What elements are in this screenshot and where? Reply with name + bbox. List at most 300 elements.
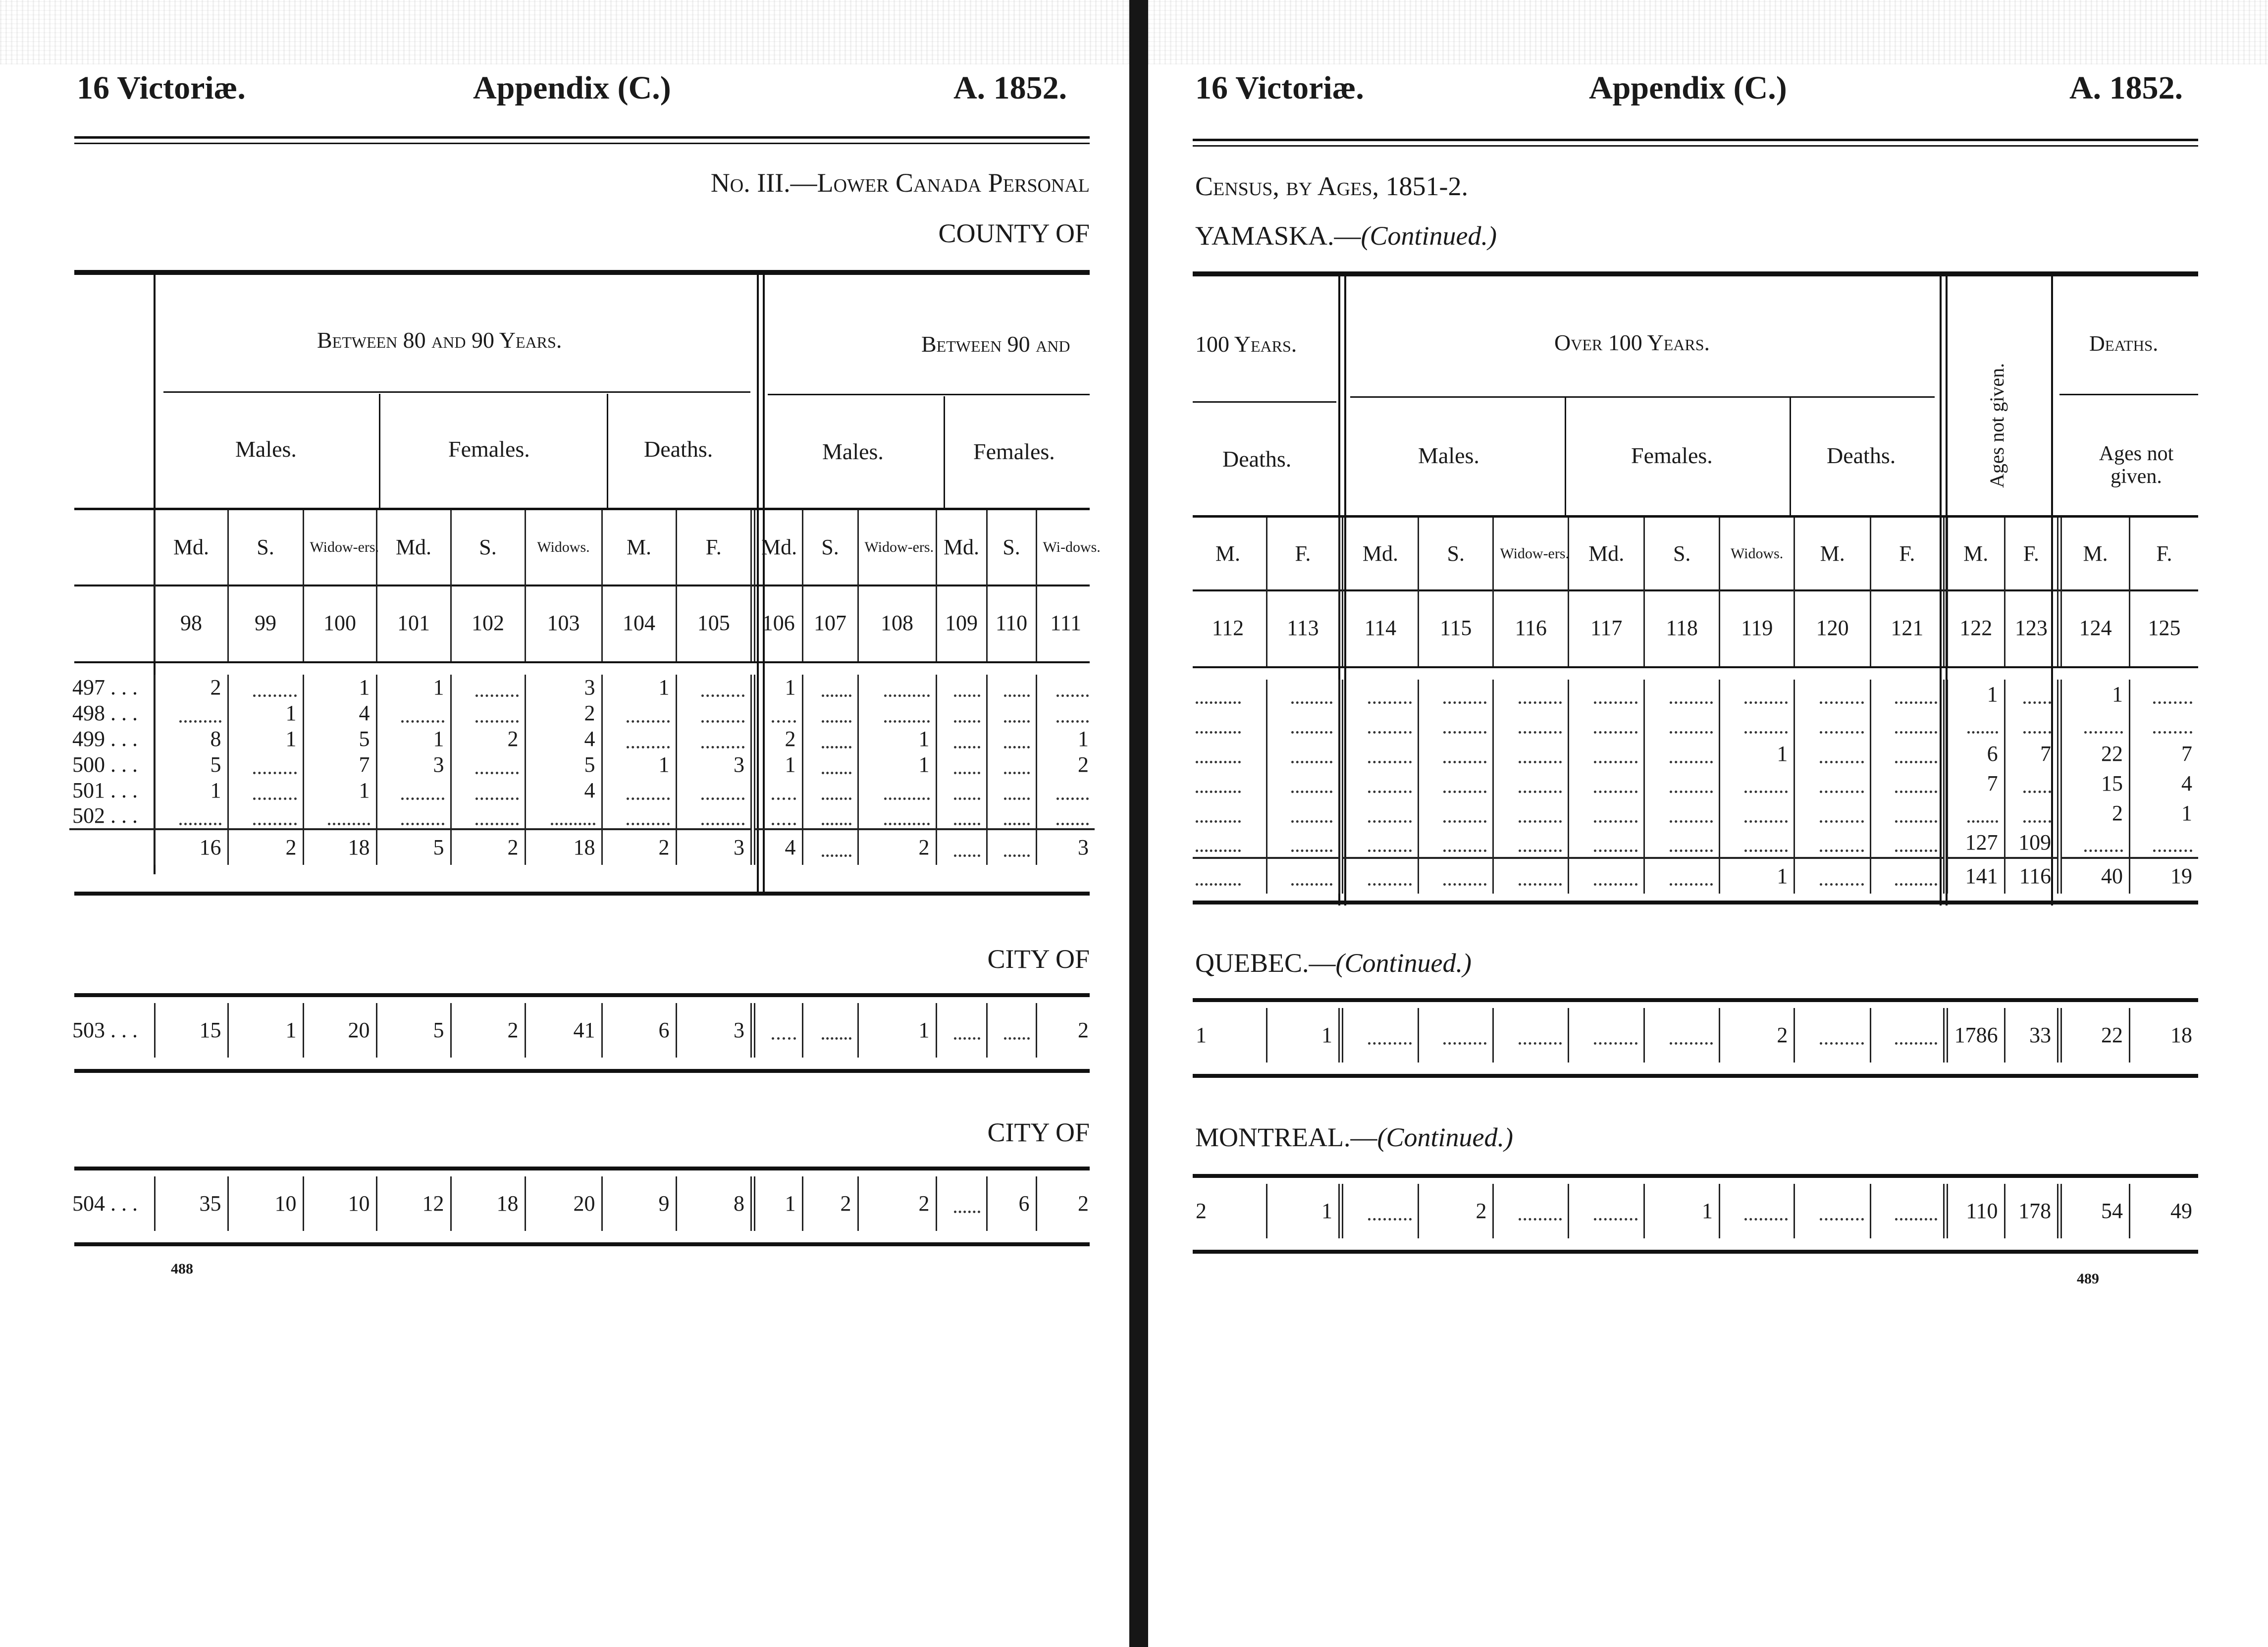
col-number: 110 — [987, 584, 1036, 661]
leader-dots — [858, 700, 936, 726]
leader-dots — [1004, 810, 1029, 825]
leader-dots — [1820, 1030, 1864, 1045]
leader-dots — [1493, 1008, 1568, 1063]
sub-header-ages-not-given: Ages not given. — [2099, 442, 2174, 488]
sub-header-males: Males. — [235, 436, 297, 462]
city-data-table — [69, 1003, 1095, 1058]
leader-dots — [1967, 719, 1998, 734]
leader-dots — [1820, 837, 1864, 852]
leader-dots — [884, 708, 930, 723]
table-cell: 1 — [602, 675, 676, 700]
leader-dots — [772, 810, 796, 825]
city-name: MONTREAL.— — [1195, 1122, 1377, 1152]
leader-dots — [1519, 1030, 1562, 1045]
col-header: F. — [2004, 518, 2059, 589]
table-cell: 2 — [155, 675, 228, 700]
table-cell: 2 — [451, 726, 525, 752]
leader-dots — [1870, 1008, 1945, 1063]
leader-dots — [1291, 689, 1332, 704]
col-number: 122 — [1946, 589, 2004, 666]
table-cell: 1 — [858, 1003, 936, 1058]
col-number: 106 — [753, 584, 802, 661]
leader-dots — [1794, 709, 1871, 739]
leader-dots — [1895, 837, 1937, 852]
leader-dots — [1368, 871, 1412, 886]
leader-dots — [1418, 1008, 1493, 1063]
leader-dots — [475, 759, 518, 774]
table-cell: 9 — [602, 1176, 676, 1231]
leader-dots — [936, 1176, 987, 1231]
leader-dots — [1568, 739, 1644, 769]
stub-cell — [69, 584, 155, 661]
table-cell: 2 — [451, 829, 525, 865]
col-number: 99 — [228, 584, 303, 661]
table-cell: 1 — [753, 752, 802, 778]
table-cell: 1 — [1266, 1008, 1340, 1063]
leader-dots — [936, 752, 987, 778]
leader-dots — [772, 785, 796, 800]
subgroup-rule — [2059, 394, 2198, 395]
table-cell: 8 — [676, 1176, 753, 1231]
sub-header-females: Females. — [973, 439, 1055, 464]
leader-dots — [1341, 709, 1419, 739]
leader-dots — [1870, 739, 1945, 769]
leader-dots — [1744, 1206, 1788, 1221]
county-bottom-rule — [1193, 901, 2198, 904]
col-number: 105 — [676, 584, 753, 661]
leader-dots — [155, 803, 228, 829]
leader-dots — [753, 1003, 802, 1058]
table-cell: 1 — [1946, 680, 2004, 709]
leader-dots — [1493, 769, 1568, 798]
col-header: F. — [1870, 518, 1945, 589]
table-cell: 22 — [2059, 739, 2129, 769]
left-header-year: A. 1852. — [953, 70, 1067, 106]
table-row — [69, 803, 1095, 829]
leader-dots — [1004, 785, 1029, 800]
col-header: M. — [602, 510, 676, 584]
group-header-deaths: Deaths. — [2089, 331, 2159, 356]
leader-dots — [1594, 748, 1638, 763]
leader-dots — [228, 675, 303, 700]
table-cell: 20 — [525, 1176, 602, 1231]
leader-dots — [987, 778, 1036, 803]
header-rule — [1193, 139, 2198, 141]
city-bottom-rule — [74, 1069, 1090, 1073]
leader-dots — [1418, 680, 1493, 709]
leader-dots — [954, 842, 980, 857]
leader-dots — [1056, 785, 1089, 800]
table-cell: 110 — [1946, 1184, 2004, 1238]
col-header: M. — [1215, 541, 1241, 566]
leader-dots — [987, 675, 1036, 700]
leader-dots — [1193, 828, 1266, 858]
subgroup-rule — [1193, 401, 1336, 403]
col-number: 124 — [2059, 589, 2129, 666]
leader-dots — [1036, 778, 1095, 803]
city-top-rule — [74, 1167, 1090, 1170]
leader-dots — [1895, 778, 1937, 793]
col-number: 116 — [1493, 589, 1568, 666]
col-header: S. — [1644, 518, 1719, 589]
table-cell: 116 — [2004, 858, 2059, 894]
table-cell: 18 — [2130, 1008, 2198, 1063]
table-cell: 35 — [155, 1176, 228, 1231]
leader-dots — [987, 803, 1036, 829]
leader-dots — [627, 810, 669, 825]
table-row — [69, 1003, 1095, 1058]
leader-dots — [1443, 871, 1486, 886]
leader-dots — [1820, 689, 1864, 704]
leader-dots — [1368, 748, 1412, 763]
leader-dots — [2084, 837, 2123, 852]
leader-dots — [954, 708, 980, 723]
paper-speckle — [1148, 0, 2268, 64]
leader-dots — [401, 708, 444, 723]
table-cell: 1 — [2130, 798, 2198, 828]
leader-dots — [1644, 739, 1719, 769]
leader-dots — [701, 785, 744, 800]
leader-dots — [1443, 748, 1486, 763]
table-cell: 2 — [228, 829, 303, 865]
city-label: CITY OF — [987, 944, 1090, 974]
sub-header-males: Males. — [822, 439, 884, 464]
leader-dots — [2023, 808, 2051, 823]
leader-dots — [2059, 828, 2129, 858]
subgroup-divider — [1790, 398, 1791, 517]
leader-dots — [1341, 798, 1419, 828]
leader-dots — [1794, 739, 1871, 769]
leader-dots — [1719, 769, 1794, 798]
table-cell: 4 — [303, 700, 376, 726]
leader-dots — [1519, 748, 1562, 763]
leader-dots — [822, 708, 851, 723]
col-number: 119 — [1719, 589, 1794, 666]
leader-dots — [1368, 689, 1412, 704]
leader-dots — [858, 675, 936, 700]
leader-dots — [1719, 709, 1794, 739]
leader-dots — [1266, 709, 1340, 739]
county-name: YAMASKA.— — [1195, 221, 1361, 251]
leader-dots — [1594, 1206, 1638, 1221]
table-cell: 1 — [1036, 726, 1095, 752]
table-cell: 15 — [2059, 769, 2129, 798]
leader-dots — [1895, 1206, 1937, 1221]
leader-dots — [1870, 828, 1945, 858]
leader-dots — [602, 726, 676, 752]
city-label: CITY OF — [987, 1117, 1090, 1147]
leader-dots — [954, 682, 980, 697]
leader-dots — [1670, 808, 1713, 823]
table-cell: 6 — [602, 1003, 676, 1058]
leader-dots — [701, 682, 744, 697]
table-row — [1193, 680, 2198, 709]
col-header: Md. — [1568, 518, 1644, 589]
leader-dots — [475, 810, 518, 825]
table-row — [1193, 739, 2198, 769]
right-header-appendix: Appendix (C.) — [1589, 70, 1787, 106]
leader-dots — [954, 810, 980, 825]
leader-dots — [1670, 871, 1713, 886]
leader-dots — [376, 803, 451, 829]
leader-dots — [525, 803, 602, 829]
col-number: 101 — [376, 584, 451, 661]
leader-dots — [1036, 803, 1095, 829]
table-cell: 178 — [2004, 1184, 2059, 1238]
leader-dots — [1670, 837, 1713, 852]
col-header: Md. — [753, 510, 802, 584]
leader-dots — [2153, 719, 2192, 734]
leader-dots — [1568, 858, 1644, 894]
table-cell: 1 — [376, 726, 451, 752]
leader-dots — [1594, 689, 1638, 704]
leader-dots — [858, 803, 936, 829]
leader-dots — [1670, 748, 1713, 763]
leader-dots — [753, 803, 802, 829]
leader-dots — [1368, 1206, 1412, 1221]
leader-dots — [1644, 798, 1719, 828]
leader-dots — [1744, 778, 1788, 793]
leader-dots — [1193, 680, 1266, 709]
subgroup-rule — [1350, 396, 1935, 398]
table-cell: 1 — [376, 675, 451, 700]
leader-dots — [1493, 1184, 1568, 1238]
leader-dots — [1368, 719, 1412, 734]
leader-dots — [253, 682, 297, 697]
col-header: F. — [676, 510, 753, 584]
leader-dots — [954, 1198, 980, 1213]
continued-note: (Continued.) — [1377, 1122, 1513, 1152]
col-header: Widow-ers. — [858, 510, 936, 584]
leader-dots — [1895, 748, 1937, 763]
table-cell: 41 — [525, 1003, 602, 1058]
sub-header-females: Females. — [448, 436, 530, 462]
leader-dots — [1870, 709, 1945, 739]
leader-dots — [1744, 719, 1788, 734]
left-header-session: 16 Victoriæ. — [77, 70, 246, 106]
table-cell: 1 — [303, 778, 376, 803]
table-cell: 3 — [676, 1003, 753, 1058]
col-header: F. — [2130, 518, 2198, 589]
leader-dots — [1568, 1008, 1644, 1063]
city-label — [1195, 1122, 1513, 1153]
col-number: 103 — [525, 584, 602, 661]
leader-dots — [602, 778, 676, 803]
leader-dots — [1644, 828, 1719, 858]
leader-dots — [2023, 719, 2051, 734]
sub-header-males: Males. — [1418, 443, 1479, 468]
leader-dots — [676, 726, 753, 752]
col-number: 108 — [858, 584, 936, 661]
row-number: 502 . . . — [72, 803, 138, 828]
table-cell: 1 — [2059, 680, 2129, 709]
table-cell: 7 — [2004, 739, 2059, 769]
table-cell: 6 — [1946, 739, 2004, 769]
leader-dots — [1193, 769, 1266, 798]
leader-dots — [1266, 858, 1340, 894]
leader-dots — [1744, 689, 1788, 704]
table-cell: 7 — [1946, 769, 2004, 798]
leader-dots — [303, 803, 376, 829]
city-top-rule — [1193, 998, 2198, 1002]
leader-dots — [1418, 769, 1493, 798]
leader-dots — [1493, 798, 1568, 828]
table-cell: 109 — [2004, 828, 2059, 858]
table-cell: 7 — [2130, 739, 2198, 769]
leader-dots — [1196, 719, 1241, 734]
leader-dots — [2023, 778, 2051, 793]
table-top-rule — [1193, 271, 2198, 276]
leader-dots — [884, 682, 930, 697]
leader-dots — [802, 726, 858, 752]
leader-dots — [1568, 680, 1644, 709]
leader-dots — [2004, 769, 2059, 798]
col-header: Md. — [1341, 518, 1419, 589]
leader-dots — [822, 785, 851, 800]
leader-dots — [1443, 689, 1486, 704]
leader-dots — [1443, 837, 1486, 852]
leader-dots — [1519, 871, 1562, 886]
table-cell: 10 — [228, 1176, 303, 1231]
leader-dots — [1418, 709, 1493, 739]
leader-dots — [1744, 837, 1788, 852]
table-cell: 33 — [2004, 1008, 2059, 1063]
leader-dots — [1895, 689, 1937, 704]
leader-dots — [1670, 719, 1713, 734]
leader-dots — [1719, 680, 1794, 709]
table-cell: 1 — [155, 778, 228, 803]
col-header: S. — [1418, 518, 1493, 589]
table-cell: 2 — [602, 829, 676, 865]
continued-note: (Continued.) — [1361, 221, 1497, 251]
leader-dots — [1820, 748, 1864, 763]
leader-dots — [676, 803, 753, 829]
table-cell: 1 — [1196, 1023, 1207, 1047]
leader-dots — [602, 803, 676, 829]
table-cell: 1 — [602, 752, 676, 778]
col-number: 100 — [303, 584, 376, 661]
table-cell: 141 — [1946, 858, 2004, 894]
table-row — [69, 726, 1095, 752]
leader-dots — [753, 700, 802, 726]
group-header-80-90: Between 80 and 90 Years. — [317, 327, 562, 353]
leader-dots — [1644, 769, 1719, 798]
subgroup-rule — [163, 391, 750, 393]
table-cell: 16 — [155, 829, 228, 865]
county-data-table — [69, 675, 1095, 865]
leader-dots — [676, 675, 753, 700]
sub-header-deaths: Deaths. — [644, 436, 713, 462]
table-row — [1193, 769, 2198, 798]
col-number: 98 — [155, 584, 228, 661]
table-cell: 20 — [303, 1003, 376, 1058]
leader-dots — [2004, 798, 2059, 828]
leader-dots — [1895, 871, 1937, 886]
leader-dots — [936, 829, 987, 865]
table-cell: 2 — [858, 1176, 936, 1231]
column-header-table — [1193, 518, 2198, 666]
leader-dots — [551, 810, 595, 825]
leader-dots — [1193, 798, 1266, 828]
table-cell: 1 — [753, 675, 802, 700]
city-data-table — [1193, 1008, 2198, 1063]
leader-dots — [954, 759, 980, 774]
left-header-appendix: Appendix (C.) — [473, 70, 671, 106]
table-cell: 4 — [525, 726, 602, 752]
col-header: Widow-ers. — [303, 510, 376, 584]
leader-dots — [451, 778, 525, 803]
leader-dots — [1196, 871, 1241, 886]
leader-dots — [753, 778, 802, 803]
total-row — [69, 829, 1095, 865]
leader-dots — [1568, 828, 1644, 858]
table-top-rule — [74, 270, 1090, 275]
table-cell: 2 — [1036, 752, 1095, 778]
table-row — [1193, 709, 2198, 739]
row-number: 501 . . . — [72, 778, 138, 802]
table-cell: 1 — [1266, 1184, 1340, 1238]
table-cell: 2 — [525, 700, 602, 726]
table-cell: 4 — [2130, 769, 2198, 798]
col-header: S. — [451, 510, 525, 584]
city-top-rule — [1193, 1174, 2198, 1178]
leader-dots — [253, 759, 297, 774]
leader-dots — [1193, 709, 1266, 739]
leader-dots — [179, 708, 221, 723]
col-header: F. — [1266, 518, 1340, 589]
leader-dots — [858, 778, 936, 803]
leader-dots — [228, 752, 303, 778]
leader-dots — [1341, 1008, 1419, 1063]
col-header: Md. — [936, 510, 987, 584]
sub-header-deaths: Deaths. — [1222, 446, 1292, 472]
table-cell: 18 — [525, 829, 602, 865]
leader-dots — [1568, 1184, 1644, 1238]
leader-dots — [772, 1025, 796, 1040]
leader-dots — [936, 803, 987, 829]
leader-dots — [802, 1003, 858, 1058]
leader-dots — [1820, 778, 1864, 793]
table-row — [1193, 798, 2198, 828]
leader-dots — [1870, 769, 1945, 798]
leader-dots — [1291, 748, 1332, 763]
table-cell: 40 — [2059, 858, 2129, 894]
leader-dots — [1644, 709, 1719, 739]
leader-dots — [1341, 739, 1419, 769]
table-cell: 1 — [228, 726, 303, 752]
table-cell: 1 — [1644, 1184, 1719, 1238]
table-cell: 2 — [1196, 1199, 1207, 1223]
leader-dots — [1341, 858, 1419, 894]
stub-cell — [69, 510, 155, 584]
leader-dots — [1719, 828, 1794, 858]
table-cell: 1 — [1719, 739, 1794, 769]
leader-dots — [1744, 808, 1788, 823]
table-cell: 3 — [1036, 829, 1095, 865]
leader-dots — [1036, 675, 1095, 700]
table-cell: 10 — [303, 1176, 376, 1231]
group-header-90-100: Between 90 and — [921, 331, 1070, 357]
leader-dots — [1519, 778, 1562, 793]
table-row — [69, 700, 1095, 726]
col-header: M. — [1946, 518, 2004, 589]
leader-dots — [802, 752, 858, 778]
col-header: Widow-ers. — [1493, 518, 1568, 589]
leader-dots — [1036, 700, 1095, 726]
group-header-100: 100 Years. — [1195, 331, 1297, 357]
leader-dots — [822, 682, 851, 697]
leader-dots — [1568, 769, 1644, 798]
